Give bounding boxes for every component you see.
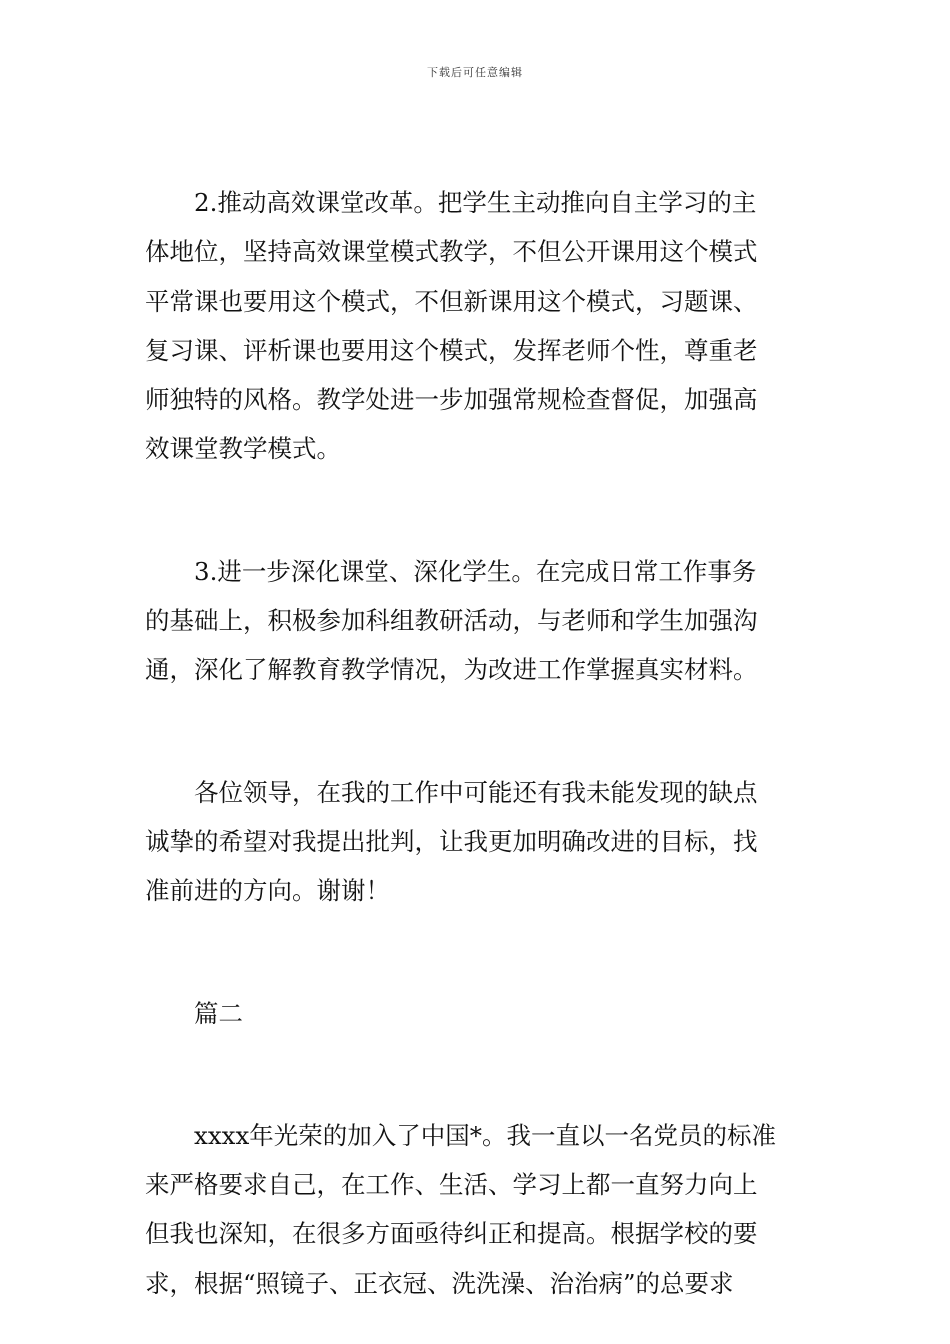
paragraph-line: 体地位，坚持高效课堂模式教学，不但公开课用这个模式: [145, 237, 758, 267]
paragraph-line: 诚挚的希望对我提出批判，让我更加明确改进的目标，找: [145, 826, 758, 856]
paragraph-line: 通，深化了解教育教学情况，为改进工作掌握真实材料。: [145, 655, 758, 685]
paragraph-3-deepen: [145, 547, 810, 695]
page-header: 下载后可任意编辑: [427, 66, 523, 79]
section-heading: [145, 989, 810, 1038]
paragraph-line: xxxx年光荣的加入了中国*。我一直以一名党员的标准: [194, 1120, 777, 1150]
document-body: [145, 178, 810, 1308]
paragraph-2-reform: [145, 178, 810, 474]
paragraph-line: 效课堂教学模式。: [145, 434, 341, 464]
paragraph-line: 3.进一步深化课堂、深化学生。在完成日常工作事务: [194, 556, 757, 586]
paragraph-line: 平常课也要用这个模式，不但新课用这个模式，习题课、: [145, 286, 758, 316]
paragraph-line: 各位领导，在我的工作中可能还有我未能发现的缺点: [194, 777, 758, 807]
paragraph-line: 的基础上，积极参加科组教研活动，与老师和学生加强沟: [145, 606, 758, 636]
paragraph-party-member: [145, 1111, 810, 1308]
section-title: 篇二: [194, 998, 243, 1028]
paragraph-line: 求，根据“照镜子、正衣冠、洗洗澡、治治病”的总要求: [145, 1268, 734, 1298]
paragraph-line: 但我也深知，在很多方面亟待纠正和提高。根据学校的要: [145, 1219, 758, 1249]
paragraph-line: 师独特的风格。教学处进一步加强常规检查督促，加强高: [145, 385, 758, 415]
paragraph-gap: [145, 474, 810, 547]
paragraph-gap: [145, 1038, 810, 1111]
paragraph-closing: [145, 768, 810, 916]
paragraph-line: 来严格要求自己，在工作、生活、学习上都一直努力向上: [145, 1170, 758, 1200]
paragraph-gap: [145, 916, 810, 989]
paragraph-line: 复习课、评析课也要用这个模式，发挥老师个性，尊重老: [145, 335, 758, 365]
paragraph-line: 准前进的方向。谢谢！: [145, 876, 390, 906]
paragraph-line: 2.推动高效课堂改革。把学生主动推向自主学习的主: [194, 188, 757, 217]
paragraph-gap: [145, 695, 810, 768]
